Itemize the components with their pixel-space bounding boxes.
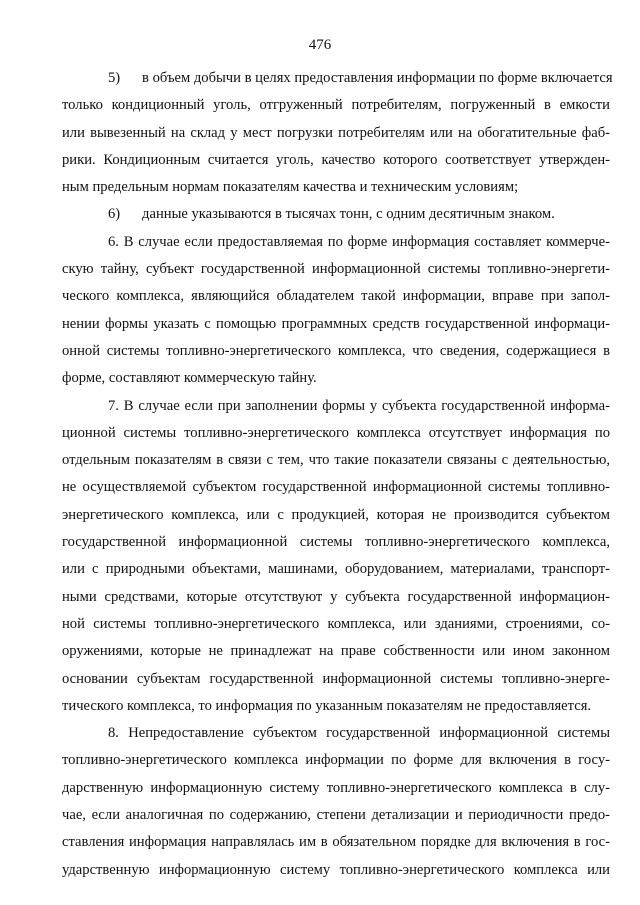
text-line: дарственную информационную систему топливно-энергетического комплекса в слу- [62,779,610,796]
text-line: 7. В случае если при заполнении формы у субъекта государственной информа- [108,397,610,414]
text-line: чае, если аналогичная по содержанию, степени детализации и периодичности предо- [62,807,610,824]
text-line: ставления информация направлялась им в обязательном порядке для включения в гос- [62,834,610,851]
text-line: ударственную информационную систему топливно-энергетического комплекса или [62,861,610,878]
text-line: ным предельным нормам показателям качества и техническим условиям; [62,179,519,196]
text-line: 8. Непредоставление субъектом государственной информационной системы [108,725,610,742]
text-line: онной системы топливно-энергетического комплекса, что сведения, содержащиеся в [62,342,610,359]
text-line: или с природными объектами, машинами, оборудованием, материалами, транспорт- [62,561,610,578]
text-line: форме, составляют коммерческую тайну. [62,370,317,387]
text-line: топливно-энергетического комплекса информации по форме для включения в госу- [62,752,610,769]
text-line: ционной системы топливно-энергетического комплекса отсутствует информация по [62,424,610,441]
text-line: 6) данные указываются в тысячах тонн, с одним десятичным знаком. [108,206,555,223]
text-line: ной системы топливно-энергетического комплекса, или зданиями, строениями, со- [62,615,610,632]
page-number: 476 [308,37,332,53]
text-line: ными средствами, которые отсутствуют у субъекта государственной информацион- [62,588,610,605]
text-line: 6. В случае если предоставляемая по форме информация составляет коммерче- [108,233,610,250]
text-line: скую тайну, субъект государственной информационной системы топливно-энергети- [62,261,610,278]
paragraph-section-6 [62,229,610,393]
text-line: ческого комплекса, являющийся обладателем такой информации, вправе при запол- [62,288,610,305]
text-line: государственной информационной системы топливно-энергетического комплекса, [62,534,610,551]
text-line: отдельным показателям в связи с тем, что такие показатели связаны с деятельностью, [62,452,610,469]
paragraph-item-6 [62,201,610,228]
text-line: основании субъектам государственной информационной системы топливно-энерге- [62,670,610,687]
text-line: рики. Кондиционным считается уголь, качество которого соответствует утвержден- [62,151,610,168]
paragraph-section-8 [62,720,610,884]
document-body [62,65,613,884]
text-line: 5) в объем добычи в целях предоставления информации по форме включается [108,70,613,86]
text-line: тического комплекса, то информация по указанным показателям не предоставляется. [62,697,592,714]
text-line: оружениями, которые не принадлежат на праве собственности или ином законном [62,643,610,660]
text-line: или вывезенный на склад у мест погрузки потребителям или на обогатительные фаб- [62,124,610,141]
paragraph-section-7 [62,393,610,721]
text-line: энергетического комплекса, или с продукцией, которая не производится субъектом [62,506,610,523]
text-line: только кондиционный уголь, отгруженный потребителям, погруженный в емкости [62,97,610,114]
text-line: не осуществляемой субъектом государственной информационной системы топливно- [62,479,610,496]
paragraph-item-5 [62,65,613,201]
text-line: нении формы указать с помощью программных средств государственной информаци- [62,315,610,332]
